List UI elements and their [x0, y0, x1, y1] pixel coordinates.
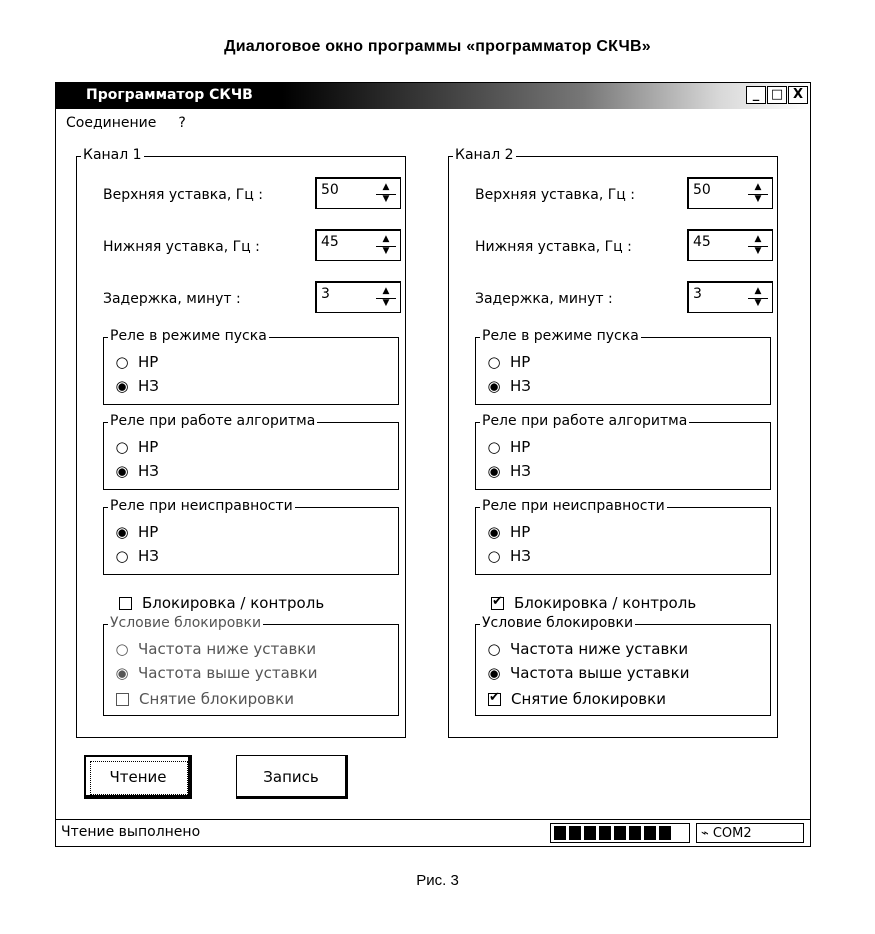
relay-start-title: Реле в режиме пуска: [482, 328, 639, 344]
block-condition-group: [103, 615, 399, 716]
spin-buttons[interactable]: [748, 287, 768, 309]
upper-setpoint-spinner[interactable]: [687, 177, 773, 209]
progress-block: [644, 826, 656, 840]
minimize-button[interactable]: _: [746, 86, 766, 104]
relay-fault-group: [475, 498, 771, 575]
block-control-checkbox[interactable]: [491, 594, 696, 612]
progress-block: [629, 826, 641, 840]
radio-icon[interactable]: ○: [115, 640, 129, 658]
option-label: НР: [138, 438, 159, 456]
channel-group-1: [76, 147, 406, 738]
progress-block: [584, 826, 596, 840]
radio-icon[interactable]: ○: [115, 353, 129, 371]
spin-buttons[interactable]: [376, 287, 396, 309]
release-block-label: Снятие блокировки: [139, 690, 294, 708]
radio-icon[interactable]: ◉: [115, 462, 129, 480]
lower-setpoint-spinner[interactable]: [687, 229, 773, 261]
relay-algo-option-nc[interactable]: [114, 459, 159, 483]
read-button-label: Чтение: [109, 768, 167, 786]
checkbox-icon[interactable]: [488, 693, 501, 706]
channel-title: Канал 1: [83, 147, 142, 163]
relay-fault-option-nc[interactable]: [114, 544, 159, 568]
option-label: Частота выше уставки: [510, 664, 690, 682]
progress-block: [554, 826, 566, 840]
radio-icon[interactable]: ◉: [487, 377, 501, 395]
read-button[interactable]: [84, 755, 192, 799]
cond-option-above[interactable]: [114, 661, 317, 685]
spin-down-icon[interactable]: ▼: [754, 246, 762, 256]
relay-fault-group: [103, 498, 399, 575]
delay-value: 3: [693, 286, 702, 302]
write-button[interactable]: [236, 755, 348, 799]
option-label: НЗ: [510, 462, 531, 480]
status-text: Чтение выполнено: [61, 824, 201, 840]
spin-up-icon[interactable]: ▲: [754, 286, 762, 296]
figure-caption-top: Диалоговое окно программы «программатор СКЧВ»: [224, 38, 651, 55]
radio-icon[interactable]: ◉: [487, 664, 501, 682]
block-control-checkbox[interactable]: [119, 594, 324, 612]
radio-icon[interactable]: ○: [115, 438, 129, 456]
delay-spinner[interactable]: [315, 281, 401, 313]
option-label: НР: [138, 353, 159, 371]
option-label: Частота ниже уставки: [510, 640, 689, 658]
spin-down-icon[interactable]: ▼: [754, 194, 762, 204]
lower-setpoint-label: Нижняя уставка, Гц :: [475, 239, 632, 255]
radio-icon[interactable]: ◉: [115, 523, 129, 541]
progress-bar: [550, 823, 690, 843]
spin-up-icon[interactable]: ▲: [754, 182, 762, 192]
release-block-checkbox[interactable]: [116, 690, 294, 708]
delay-label: Задержка, минут :: [103, 291, 241, 307]
spin-up-icon[interactable]: ▲: [754, 234, 762, 244]
relay-algo-group: [475, 413, 771, 490]
port-indicator: [696, 823, 804, 843]
lower-setpoint-value: 45: [693, 234, 711, 250]
relay-start-group: [475, 328, 771, 405]
cond-option-above[interactable]: [486, 661, 689, 685]
spin-buttons[interactable]: [376, 183, 396, 205]
close-button[interactable]: X: [788, 86, 808, 104]
block-condition-group: [475, 615, 771, 716]
status-bar: [56, 819, 810, 847]
radio-icon[interactable]: ○: [487, 640, 501, 658]
cond-option-below[interactable]: [114, 637, 316, 661]
window-title: Программатор СКЧВ: [86, 87, 253, 103]
spin-up-icon[interactable]: ▲: [382, 234, 390, 244]
block-control-label: Блокировка / контроль: [142, 594, 325, 612]
progress-block: [569, 826, 581, 840]
relay-start-option-nc[interactable]: [114, 374, 159, 398]
checkbox-icon[interactable]: [116, 693, 129, 706]
relay-fault-title: Реле при неисправности: [110, 498, 293, 514]
progress-block: [599, 826, 611, 840]
spin-down-icon[interactable]: ▼: [382, 246, 390, 256]
menu-connection[interactable]: Соединение: [66, 115, 157, 131]
relay-start-title: Реле в режиме пуска: [110, 328, 267, 344]
progress-block: [614, 826, 626, 840]
relay-start-group: [103, 328, 399, 405]
relay-start-option-nc[interactable]: [486, 374, 531, 398]
progress-block: [659, 826, 671, 840]
spin-buttons[interactable]: [376, 235, 396, 257]
spin-down-icon[interactable]: ▼: [382, 194, 390, 204]
maximize-button[interactable]: □: [767, 86, 787, 104]
spin-up-icon[interactable]: ▲: [382, 182, 390, 192]
option-label: НР: [510, 353, 531, 371]
radio-icon[interactable]: ○: [487, 547, 501, 565]
block-condition-title: Условие блокировки: [110, 615, 262, 631]
option-label: Частота ниже уставки: [138, 640, 317, 658]
menu-bar: [66, 115, 186, 131]
option-label: НР: [510, 438, 531, 456]
relay-fault-option-nc[interactable]: [486, 544, 531, 568]
lower-setpoint-spinner[interactable]: [315, 229, 401, 261]
block-control-label: Блокировка / контроль: [514, 594, 697, 612]
relay-algo-option-no[interactable]: [486, 435, 530, 459]
upper-setpoint-label: Верхняя уставка, Гц :: [103, 187, 263, 203]
radio-icon[interactable]: ○: [487, 353, 501, 371]
radio-icon[interactable]: ◉: [487, 462, 501, 480]
relay-start-option-no[interactable]: [486, 350, 530, 374]
spin-buttons[interactable]: [748, 183, 768, 205]
cond-option-below[interactable]: [486, 637, 688, 661]
lower-setpoint-value: 45: [321, 234, 339, 250]
option-label: НЗ: [138, 462, 159, 480]
menu-help[interactable]: ?: [178, 115, 186, 131]
app-window: [55, 82, 811, 847]
block-condition-title: Условие блокировки: [482, 615, 634, 631]
delay-value: 3: [321, 286, 330, 302]
write-button-label: Запись: [263, 768, 319, 786]
radio-icon[interactable]: ○: [115, 547, 129, 565]
spin-buttons[interactable]: [748, 235, 768, 257]
upper-setpoint-spinner[interactable]: [315, 177, 401, 209]
radio-icon[interactable]: ◉: [487, 523, 501, 541]
checkbox-icon[interactable]: [119, 597, 132, 610]
checkbox-icon[interactable]: [491, 597, 504, 610]
release-block-checkbox[interactable]: [488, 690, 666, 708]
upper-setpoint-value: 50: [321, 182, 339, 198]
spin-down-icon[interactable]: ▼: [382, 298, 390, 308]
option-label: НР: [138, 523, 159, 541]
title-bar[interactable]: [56, 83, 810, 109]
relay-algo-title: Реле при работе алгоритма: [110, 413, 316, 429]
release-block-label: Снятие блокировки: [511, 690, 666, 708]
delay-spinner[interactable]: [687, 281, 773, 313]
relay-algo-title: Реле при работе алгоритма: [482, 413, 688, 429]
option-label: НР: [510, 523, 531, 541]
upper-setpoint-label: Верхняя уставка, Гц :: [475, 187, 635, 203]
channel-title: Канал 2: [455, 147, 514, 163]
relay-algo-option-nc[interactable]: [486, 459, 531, 483]
spin-up-icon[interactable]: ▲: [382, 286, 390, 296]
relay-fault-option-no[interactable]: [486, 520, 530, 544]
relay-fault-title: Реле при неисправности: [482, 498, 665, 514]
relay-fault-option-no[interactable]: [114, 520, 158, 544]
relay-algo-group: [103, 413, 399, 490]
plug-icon: ⌁: [701, 825, 709, 841]
spin-down-icon[interactable]: ▼: [754, 298, 762, 308]
radio-icon[interactable]: ◉: [115, 377, 129, 395]
option-label: Частота выше уставки: [138, 664, 318, 682]
port-label: COM2: [712, 825, 752, 841]
lower-setpoint-label: Нижняя уставка, Гц :: [103, 239, 260, 255]
delay-label: Задержка, минут :: [475, 291, 613, 307]
upper-setpoint-value: 50: [693, 182, 711, 198]
figure-caption-bottom: Рис. 3: [416, 872, 459, 889]
radio-icon[interactable]: ○: [487, 438, 501, 456]
option-label: НЗ: [138, 547, 159, 565]
option-label: НЗ: [138, 377, 159, 395]
channel-group-2: [448, 147, 778, 738]
option-label: НЗ: [510, 377, 531, 395]
option-label: НЗ: [510, 547, 531, 565]
radio-icon[interactable]: ◉: [115, 664, 129, 682]
relay-start-option-no[interactable]: [114, 350, 158, 374]
relay-algo-option-no[interactable]: [114, 435, 158, 459]
